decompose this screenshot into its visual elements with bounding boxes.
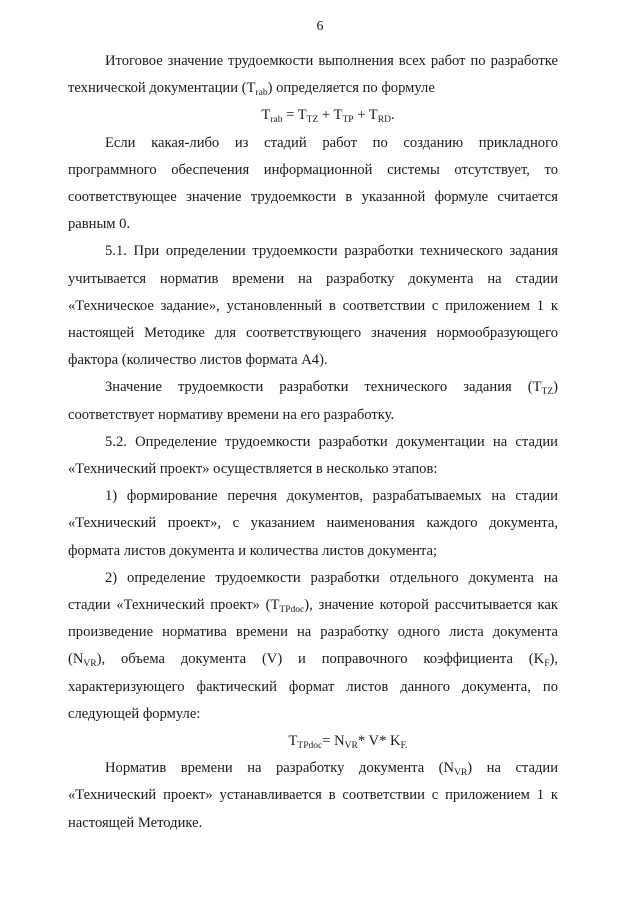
text-run: 5.1. При определении трудоемкости разработки технического задания учитывается норматив времени на разработку документа на стадии «Техническое задание», установленный в соответствии с приложением 1 к настоящей Методике для соответствующего значения нормообразующего фактора (количество листов формата А4). xyxy=(68,243,558,369)
subscript: F. xyxy=(400,741,408,752)
subscript: VR xyxy=(454,768,468,779)
text-run: ), характеризующего фактический формат листов данного документа, по следующей формуле: xyxy=(68,651,558,722)
subscript: TZ xyxy=(306,115,319,126)
paragraph-total-labor xyxy=(68,48,558,102)
formula-total-labor xyxy=(68,102,558,129)
subscript: VR xyxy=(344,741,358,752)
text-run: Если какая-либо из стадий работ по созданию прикладного программного обеспечения информационной системы отсутствует, то соответствующее значение трудоемкости в указанной формуле считается равным 0. xyxy=(68,134,558,233)
subscript: rab xyxy=(270,115,283,126)
text-run: + T xyxy=(353,107,378,124)
text-run: ) определяется по формуле xyxy=(267,80,435,97)
subscript: TPdoc xyxy=(297,741,323,752)
text-run: ), объема документа (V) и поправочного коэффициента (K xyxy=(96,651,545,668)
paragraph-5-2 xyxy=(68,429,558,483)
text-run: . xyxy=(390,107,395,124)
subscript: TP xyxy=(342,115,354,126)
text-run: 1) формирование перечня документов, разрабатываемых на стадии «Технический проект», с указанием наименования каждого документа, формата листов документа и количества листов документа; xyxy=(68,488,558,559)
list-item-1 xyxy=(68,483,558,565)
subscript: TPdoc xyxy=(279,605,305,616)
text-run: T xyxy=(288,733,298,750)
subscript: RD xyxy=(377,115,391,126)
text-run: * V* K xyxy=(357,733,401,750)
text-run: = N xyxy=(322,733,345,750)
text-run: 5.2. Определение трудоемкости разработки документации на стадии «Технический проект» осуществляется в несколько этапов: xyxy=(68,433,558,478)
subscript: VR xyxy=(83,659,97,670)
page-number: 6 xyxy=(316,19,324,34)
text-run: T xyxy=(261,107,271,124)
text-run: Значение трудоемкости разработки технического задания (T xyxy=(105,379,542,396)
paragraph-tz-value xyxy=(68,374,558,428)
text-run: = T xyxy=(282,107,307,124)
text-run: ) соответствует нормативу времени на его разработку. xyxy=(68,379,558,423)
text-run: ) на стадии «Технический проект» устанавливается в соответствии с приложением 1 к настоящей Методике. xyxy=(68,760,559,831)
paragraph-norm-time xyxy=(68,755,558,837)
formula-document-labor xyxy=(68,728,558,755)
text-run: Итоговое значение трудоемкости выполнения всех работ по разработке технической документации (T xyxy=(68,53,558,97)
text-run: + T xyxy=(318,107,343,124)
text-run: ), значение которой рассчитывается как произведение норматива времени на разработку одного листа документа (N xyxy=(68,597,558,668)
text-run: 2) определение трудоемкости разработки отдельного документа на стадии «Технический проект» (T xyxy=(68,569,558,614)
paragraph-missing-stage xyxy=(68,130,558,239)
list-item-2 xyxy=(68,565,558,728)
subscript: rab xyxy=(255,88,268,99)
subscript: TZ xyxy=(541,387,554,398)
document-body xyxy=(68,48,558,837)
paragraph-5-1 xyxy=(68,238,558,374)
text-run: Норматив времени на разработку документа (N xyxy=(105,760,455,777)
subscript: F xyxy=(544,659,550,670)
